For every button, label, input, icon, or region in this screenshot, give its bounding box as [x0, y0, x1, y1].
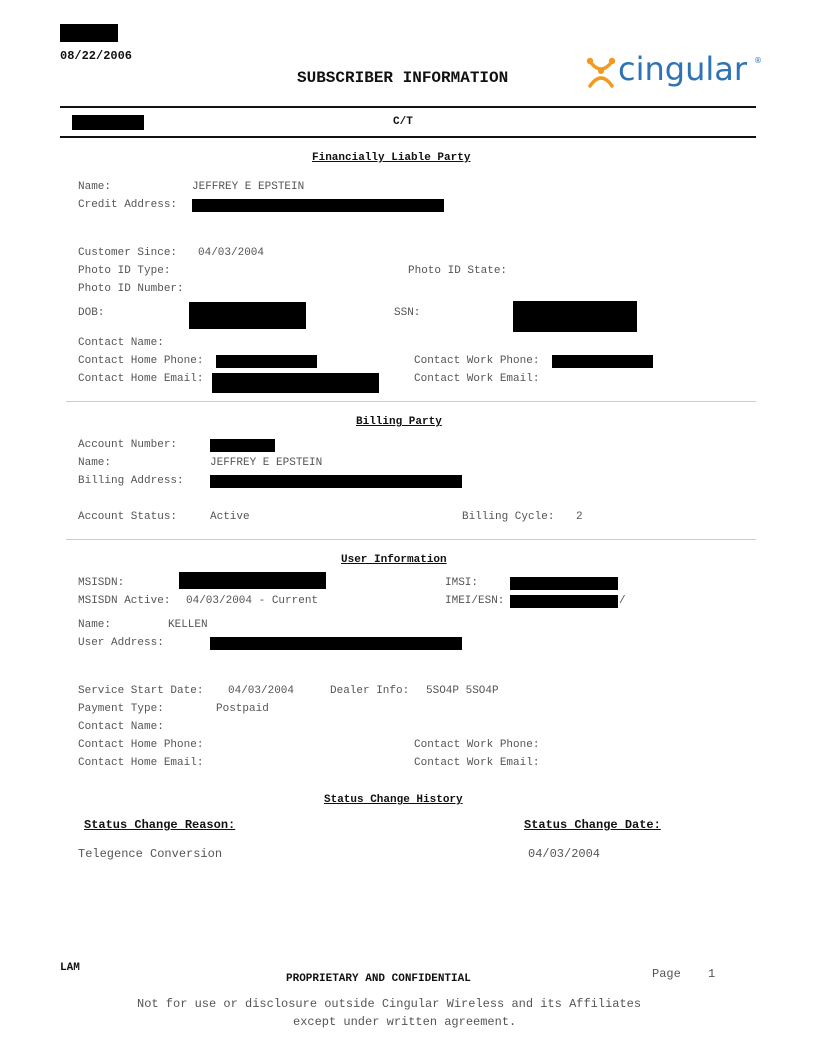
bp-account-status-value: Active [210, 511, 250, 523]
footer-initials: LAM [60, 962, 80, 974]
bp-name-value: JEFFREY E EPSTEIN [210, 457, 323, 469]
redaction-bar [210, 475, 462, 488]
status-change-reason-header: Status Change Reason: [84, 818, 236, 832]
ui-name-label: Name: [78, 619, 112, 631]
cingular-jack-icon [586, 56, 616, 90]
section-title-billing-party: Billing Party [356, 416, 442, 428]
flp-customer-since-value: 04/03/2004 [198, 247, 265, 259]
ui-payment-type-value: Postpaid [216, 703, 269, 715]
flp-ssn-label: SSN: [394, 307, 421, 319]
redaction-bar [510, 577, 618, 590]
ui-contact-home-phone-label: Contact Home Phone: [78, 739, 204, 751]
bp-account-status-label: Account Status: [78, 511, 178, 523]
page-title: SUBSCRIBER INFORMATION [297, 69, 509, 87]
flp-name-label: Name: [78, 181, 112, 193]
status-change-date-cell: 04/03/2004 [528, 847, 601, 861]
ct-label: C/T [393, 116, 413, 128]
ui-msisdn-label: MSISDN: [78, 577, 125, 589]
section-title-financially-liable-party: Financially Liable Party [312, 152, 471, 164]
header-rule-bottom [60, 136, 756, 138]
section-divider [66, 539, 756, 540]
redaction-bar [60, 24, 118, 42]
flp-contact-work-email-label: Contact Work Email: [414, 373, 540, 385]
redaction-bar [210, 637, 462, 650]
logo-text: cingular [618, 50, 748, 88]
flp-contact-work-phone-label: Contact Work Phone: [414, 355, 540, 367]
section-divider [66, 401, 756, 402]
ui-user-address-label: User Address: [78, 637, 164, 649]
ui-imei-label: IMEI/ESN: [445, 595, 505, 607]
ui-msisdn-active-label: MSISDN Active: [78, 595, 171, 607]
ui-imsi-label: IMSI: [445, 577, 479, 589]
ui-contact-home-email-label: Contact Home Email: [78, 757, 204, 769]
footer-disclaimer-line2: except under written agreement. [293, 1015, 517, 1029]
flp-photo-id-state-label: Photo ID State: [408, 265, 508, 277]
header-rule-top [60, 106, 756, 108]
redaction-bar [72, 115, 144, 130]
ui-payment-type-label: Payment Type: [78, 703, 164, 715]
footer-page-label: Page [652, 967, 681, 981]
ui-contact-name-label: Contact Name: [78, 721, 164, 733]
status-change-date-header: Status Change Date: [524, 818, 661, 832]
flp-customer-since-label: Customer Since: [78, 247, 178, 259]
redaction-bar [216, 355, 317, 368]
ui-contact-work-email-label: Contact Work Email: [414, 757, 540, 769]
footer-disclaimer-line1: Not for use or disclosure outside Cingular Wireless and its Affiliates [137, 997, 642, 1011]
flp-contact-home-email-label: Contact Home Email: [78, 373, 204, 385]
flp-credit-address-label: Credit Address: [78, 199, 178, 211]
section-title-status-change-history: Status Change History [324, 794, 463, 806]
ui-service-start-value: 04/03/2004 [228, 685, 295, 697]
ui-dealer-info-value: 5SO4P 5SO4P [426, 685, 499, 697]
redaction-bar [210, 439, 275, 452]
redaction-bar [179, 572, 326, 589]
flp-dob-label: DOB: [78, 307, 105, 319]
ui-contact-work-phone-label: Contact Work Phone: [414, 739, 540, 751]
flp-name-value: JEFFREY E EPSTEIN [192, 181, 305, 193]
ui-name-value: KELLEN [168, 619, 208, 631]
flp-contact-home-phone-label: Contact Home Phone: [78, 355, 204, 367]
ui-msisdn-active-value: 04/03/2004 - Current [186, 595, 319, 607]
flp-photo-id-number-label: Photo ID Number: [78, 283, 184, 295]
bp-billing-cycle-label: Billing Cycle: [462, 511, 555, 523]
ui-dealer-info-label: Dealer Info: [330, 685, 410, 697]
section-title-user-information: User Information [341, 554, 447, 566]
redaction-bar [189, 302, 306, 329]
footer-page-number: 1 [708, 967, 716, 981]
redaction-bar [510, 595, 618, 608]
bp-account-number-label: Account Number: [78, 439, 178, 451]
document-date: 08/22/2006 [60, 49, 133, 63]
registered-mark: ® [754, 56, 762, 65]
redaction-bar [212, 373, 379, 393]
flp-photo-id-type-label: Photo ID Type: [78, 265, 171, 277]
ui-service-start-label: Service Start Date: [78, 685, 204, 697]
status-change-reason-cell: Telegence Conversion [78, 847, 223, 861]
bp-billing-cycle-value: 2 [576, 511, 583, 523]
ui-imei-suffix: / [619, 595, 626, 607]
flp-contact-name-label: Contact Name: [78, 337, 164, 349]
redaction-bar [513, 301, 637, 332]
redaction-bar [192, 199, 444, 212]
bp-name-label: Name: [78, 457, 112, 469]
bp-billing-address-label: Billing Address: [78, 475, 184, 487]
cingular-logo [584, 52, 774, 96]
footer-proprietary: PROPRIETARY AND CONFIDENTIAL [286, 973, 471, 985]
redaction-bar [552, 355, 653, 368]
